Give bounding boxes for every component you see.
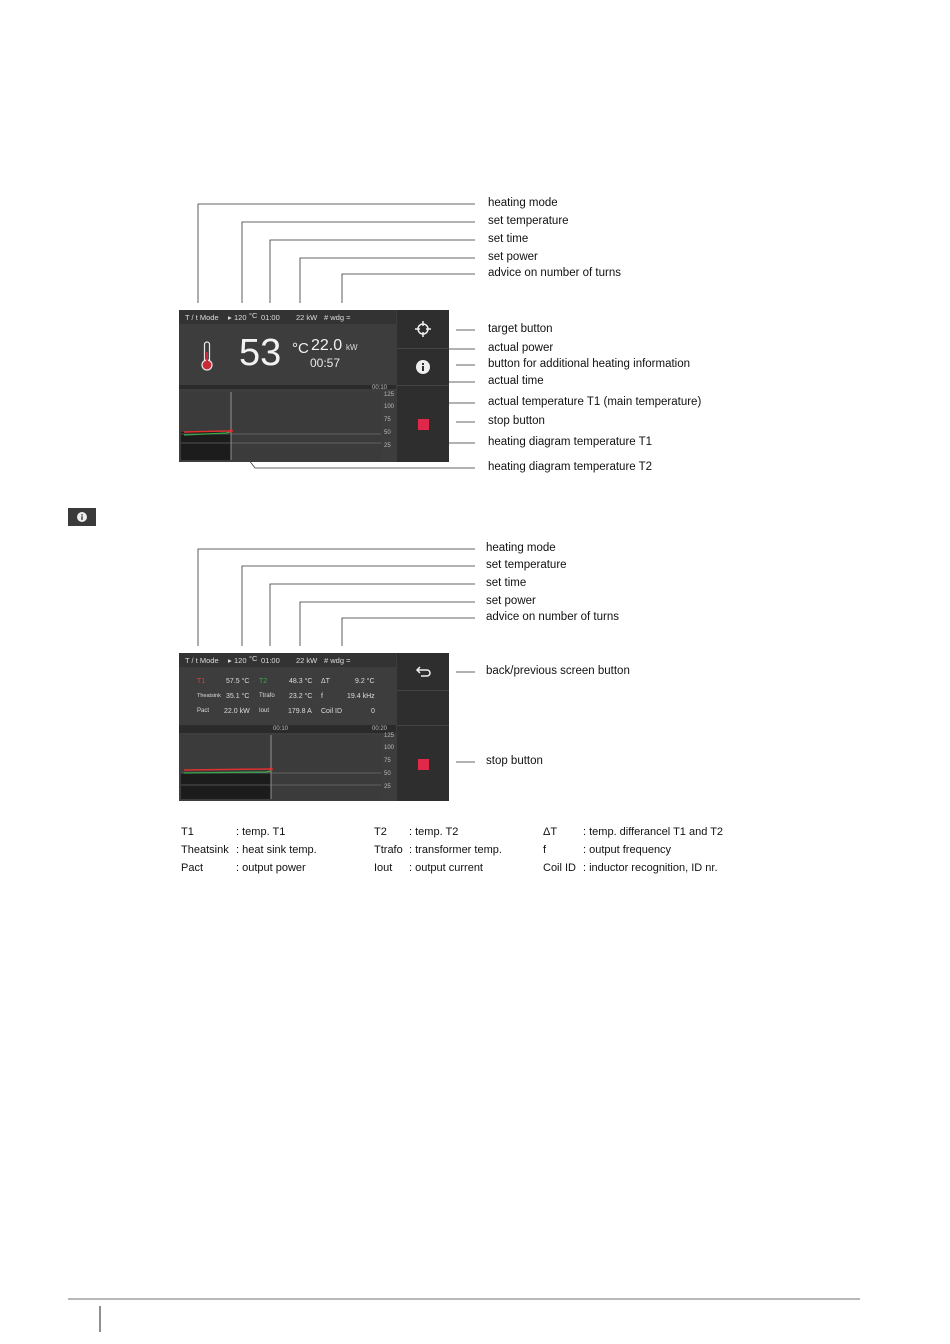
legend-term: f (543, 844, 547, 856)
legend-desc: : inductor recognition, ID nr. (583, 862, 718, 874)
ttrafo-label: Ttrafo (259, 693, 275, 699)
stop-icon (418, 759, 429, 770)
callout-heating-mode: heating mode (486, 542, 556, 554)
empty-button (397, 690, 449, 725)
legend-term: Ttrafo (374, 844, 403, 856)
chart-time-left: 00:10 (273, 726, 289, 732)
heating-screen-main (179, 310, 449, 462)
iout-label: Iout (259, 708, 270, 714)
callout-set-power: set power (486, 595, 536, 607)
callout-stop-button: stop button (488, 415, 545, 427)
legend-term: T1 (181, 826, 194, 838)
stop-icon (418, 419, 429, 430)
t2-label: T2 (259, 678, 268, 685)
pact-value: 22.0 kW (224, 708, 250, 715)
legend-desc: : output current (409, 862, 483, 874)
callout-actual-temp: actual temperature T1 (main temperature) (488, 396, 702, 408)
callout-set-time: set time (488, 233, 529, 245)
y-tick: 125 (384, 392, 395, 398)
y-tick: 75 (384, 758, 391, 764)
callout-stop-button: stop button (486, 755, 543, 767)
set-time: 01:00 (261, 656, 280, 665)
set-power: 22 kW (296, 313, 318, 322)
f-value: 19.4 kHz (347, 693, 375, 700)
y-tick: 75 (384, 417, 391, 423)
back-arrow-icon (415, 665, 431, 677)
actual-time: 00:57 (310, 356, 341, 370)
coil-id-value: 0 (371, 708, 375, 715)
legend-desc: : temp. differancel T1 and T2 (583, 826, 724, 838)
heating-diagram (181, 392, 381, 460)
legend-desc: : transformer temp. (409, 844, 502, 856)
turns-advice: # wdg = (324, 313, 351, 322)
y-tick: 50 (384, 430, 391, 436)
legend-desc: : temp. T1 (236, 826, 286, 838)
heating-mode-label: T / t Mode (185, 656, 219, 665)
status-bar (179, 653, 396, 667)
set-time: 01:00 (261, 313, 280, 322)
info-badge (68, 508, 96, 526)
legend-term: T2 (374, 826, 387, 838)
heating-screen-info (179, 653, 449, 801)
t1-label: T1 (197, 678, 206, 685)
y-tick: 50 (384, 771, 391, 777)
actual-temperature: 53 (239, 332, 282, 374)
coil-id-label: Coil ID (321, 708, 343, 715)
play-icon: ▸ (228, 656, 232, 665)
status-bar (179, 310, 396, 324)
dt-value: 9.2 °C (355, 678, 375, 685)
side-panel (397, 653, 449, 801)
pact-label: Pact (197, 708, 210, 714)
legend-desc: : output frequency (583, 844, 672, 856)
legend-term: ΔT (543, 826, 558, 838)
info-icon (77, 512, 87, 522)
actual-power: 22.0 (311, 337, 343, 354)
set-temperature-unit: °C (249, 311, 258, 320)
callout-info-button: button for additional heating information (488, 358, 691, 370)
chart-time-label: 00:10 (372, 385, 388, 391)
callout-turns: advice on number of turns (488, 267, 621, 279)
side-panel (397, 310, 449, 462)
set-temperature-unit: °C (249, 654, 258, 663)
callout-back-button: back/previous screen button (486, 665, 630, 677)
callout-target-button: target button (488, 323, 553, 335)
heating-diagram (181, 735, 381, 799)
iout-value: 179.8 A (288, 708, 312, 715)
ttrafo-value: 23.2 °C (289, 693, 313, 700)
set-temperature: 120 (234, 656, 247, 665)
legend-term: Coil ID (543, 862, 577, 874)
t1-value: 57.5 °C (226, 678, 250, 685)
y-tick: 125 (384, 733, 395, 739)
info-button[interactable] (397, 348, 449, 385)
callout-diagram-t1: heating diagram temperature T1 (488, 436, 653, 448)
f-label: f (321, 693, 323, 700)
actual-temperature-unit: °C (292, 340, 309, 357)
play-icon: ▸ (228, 313, 232, 322)
chart-time-right: 00:20 (372, 726, 388, 732)
back-button[interactable] (397, 653, 449, 689)
legend-term: Pact (181, 862, 204, 874)
target-button[interactable] (397, 310, 449, 347)
callout-turns: advice on number of turns (486, 611, 619, 623)
theatsink-value: 35.1 °C (226, 693, 250, 700)
chart-header (179, 385, 396, 389)
callout-actual-power: actual power (488, 342, 554, 354)
actual-power-unit: kW (346, 343, 358, 352)
set-temperature: 120 (234, 313, 247, 322)
theatsink-label: Theatsink (197, 693, 221, 699)
stop-button[interactable] (397, 725, 449, 801)
y-tick: 100 (384, 404, 395, 410)
turns-advice: # wdg = (324, 656, 351, 665)
y-tick: 25 (384, 784, 391, 790)
legend-term: Theatsink (181, 844, 229, 856)
set-power: 22 kW (296, 656, 318, 665)
dt-label: ΔT (321, 678, 330, 685)
thermometer-icon (199, 340, 215, 372)
callout-actual-time: actual time (488, 375, 544, 387)
legend-desc: : output power (236, 862, 306, 874)
y-tick: 25 (384, 443, 391, 449)
crosshair-icon (415, 321, 431, 337)
legend-term: Iout (374, 862, 393, 874)
callout-set-time: set time (486, 577, 527, 589)
callout-diagram-t2: heating diagram temperature T2 (488, 461, 653, 473)
info-icon (416, 360, 430, 374)
heating-mode-label: T / t Mode (185, 313, 219, 322)
y-tick: 100 (384, 745, 395, 751)
t2-value: 48.3 °C (289, 678, 313, 685)
legend-desc: : temp. T2 (409, 826, 459, 838)
callout-set-temperature: set temperature (488, 215, 569, 227)
callout-heating-mode: heating mode (488, 197, 558, 209)
callout-set-temperature: set temperature (486, 559, 567, 571)
legend-desc: : heat sink temp. (236, 844, 317, 856)
callout-set-power: set power (488, 251, 538, 263)
stop-button[interactable] (397, 385, 449, 462)
